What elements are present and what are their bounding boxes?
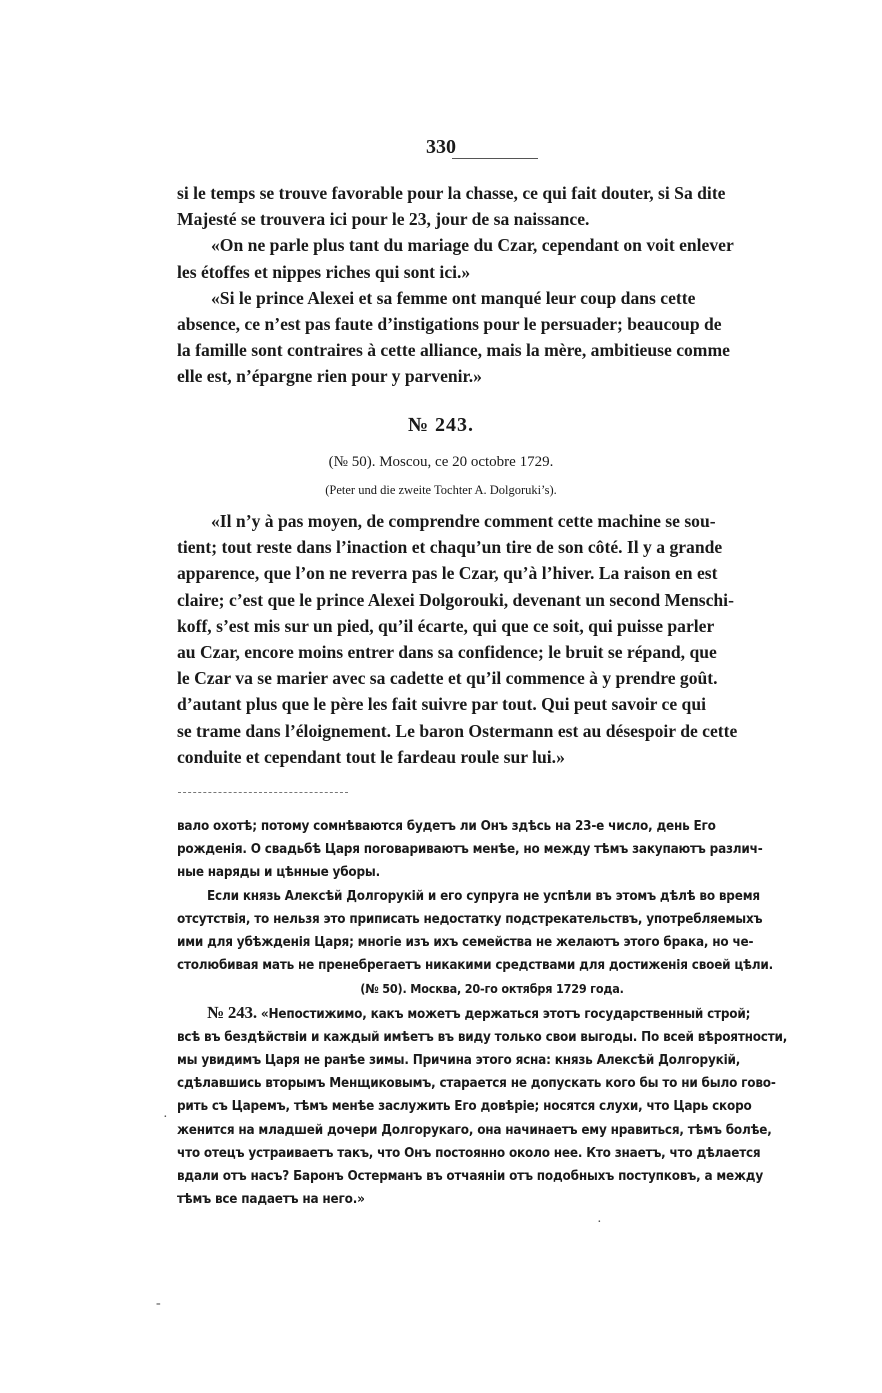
text-line: тѣмъ все падаетъ на него.»: [177, 1192, 365, 1208]
page-number: 330: [426, 136, 456, 158]
text-line: elle est, n’épargne rien pour y parvenir.»: [177, 366, 482, 387]
page-number-rule: [452, 158, 538, 159]
text-line: au Czar, encore moins entrer dans sa confidence; le bruit se répand, que: [177, 642, 717, 663]
text-line: что отецъ устраиваетъ такъ, что Онъ постоянно около нее. Кто знаетъ, что дѣлается: [177, 1145, 761, 1161]
text-line: conduite et cependant tout le fardeau roule sur lui.»: [177, 746, 565, 767]
text-line: Majesté se trouvera ici pour le 23, jour de sa naissance.: [177, 209, 590, 230]
text-line: koff, s’est mis sur un pied, qu’il écarte, qui que ce soit, qui puisse parler: [177, 615, 715, 636]
text-line: la famille sont contraires à cette alliance, mais la mère, ambitieuse comme: [177, 340, 730, 361]
text-line: женится на младшей дочери Долгорукаго, она начинаетъ ему нравиться, тѣмъ болѣе,: [177, 1122, 772, 1138]
russian-translation: [177, 815, 807, 1211]
russian-doc-number: № 243.: [207, 1002, 257, 1022]
text-line: всѣ въ бездѣйствіи и каждый имѣетъ въ виду только свои выгоды. По всей вѣроятности,: [177, 1029, 788, 1045]
text-line: le Czar va se marier avec sa cadette et qu’il commence à y prendre goût.: [177, 668, 718, 689]
french-letter-body: [177, 508, 807, 770]
text-line: рить съ Царемъ, тѣмъ менѣе заслужить Его довѣріе; носятся слухи, что Царь скоро: [177, 1099, 752, 1115]
russian-date-line: (№ 50). Москва, 20-го октября 1729 года.: [360, 981, 624, 997]
document-date-line: (№ 50). Moscou, ce 20 octobre 1729.: [328, 454, 554, 470]
text-line: столюбивая мать не пренебрегаетъ никакими средствами для достиженія своей цѣли.: [177, 958, 774, 974]
text-line: tient; tout reste dans l’inaction et chaqu’un tire de son côté. Il y a grande: [177, 537, 723, 558]
margin-dot: ·: [163, 1110, 168, 1125]
text-line: les étoffes et nippes riches qui sont ici.»: [177, 261, 471, 282]
french-text-top: [177, 180, 807, 390]
text-line: apparence, que l’on ne reverra pas le Czar, qu’à l’hiver. La raison en est: [177, 563, 718, 584]
text-line: «On ne parle plus tant du mariage du Czar, cependant on voit enlever: [211, 235, 734, 256]
text-line: se trame dans l’éloignement. Le baron Ostermann est au désespoir de cette: [177, 720, 738, 741]
document-number: № 243.: [407, 414, 475, 436]
text-line: d’autant plus que le père les fait suivre par tout. Qui peut savoir ce qui: [177, 694, 706, 715]
stray-dot: ·: [597, 1215, 602, 1230]
text-line: claire; c’est que le prince Alexei Dolgorouki, devenant un second Menschi-: [177, 589, 734, 610]
text-line: отсутствія, то нельзя это приписать недостатку подстрекательствъ, употребляемыхъ: [177, 911, 763, 927]
text-line: ные наряды и цѣнные уборы.: [177, 865, 380, 881]
stray-dot: -: [156, 1296, 161, 1311]
text-line: вало охотѣ; потому сомнѣваются будетъ ли Онъ здѣсь на 23-е число, день Его: [177, 819, 716, 834]
text-line: «Il n’y à pas moyen, de comprendre comment cette machine se sou-: [211, 511, 716, 531]
text-line: si le temps se trouve favorable pour la chasse, ce qui fait douter, si Sa dite: [177, 183, 726, 203]
text-line: вдали отъ насъ? Баронъ Остерманъ въ отчаяніи отъ подобныхъ поступковъ, а между: [177, 1169, 763, 1185]
text-line: Если князь Алексѣй Долгорукій и его супруга не успѣли въ этомъ дѣлѣ во время: [207, 888, 760, 904]
section-separator: [178, 792, 348, 793]
document-subtitle: (Peter und die zweite Tochter A. Dolgoruki’s).: [325, 483, 557, 497]
text-line: сдѣлавшись вторымъ Менщиковымъ, старается не допускать кого бы то ни было гово-: [177, 1076, 776, 1092]
text-line: мы увидимъ Царя не ранѣе зимы. Причина этого ясна: князь Алексѣй Долгорукій,: [177, 1053, 741, 1069]
text-line: absence, ce n’est pas faute d’instigations pour le persuader; beaucoup de: [177, 314, 722, 335]
text-line: рожденія. О свадьбѣ Царя поговариваютъ менѣе, но между тѣмъ закупаютъ различ-: [177, 842, 763, 858]
text-line: ими для убѣжденія Царя; многіе изъ ихъ семейства не желаютъ этого брака, но че-: [177, 935, 754, 951]
text-line: «Si le prince Alexei et sa femme ont manqué leur coup dans cette: [211, 287, 696, 308]
russian-doc-first-line: № 243. «Непостижимо, какъ можетъ держаться этотъ государственный строй;: [207, 1002, 751, 1022]
